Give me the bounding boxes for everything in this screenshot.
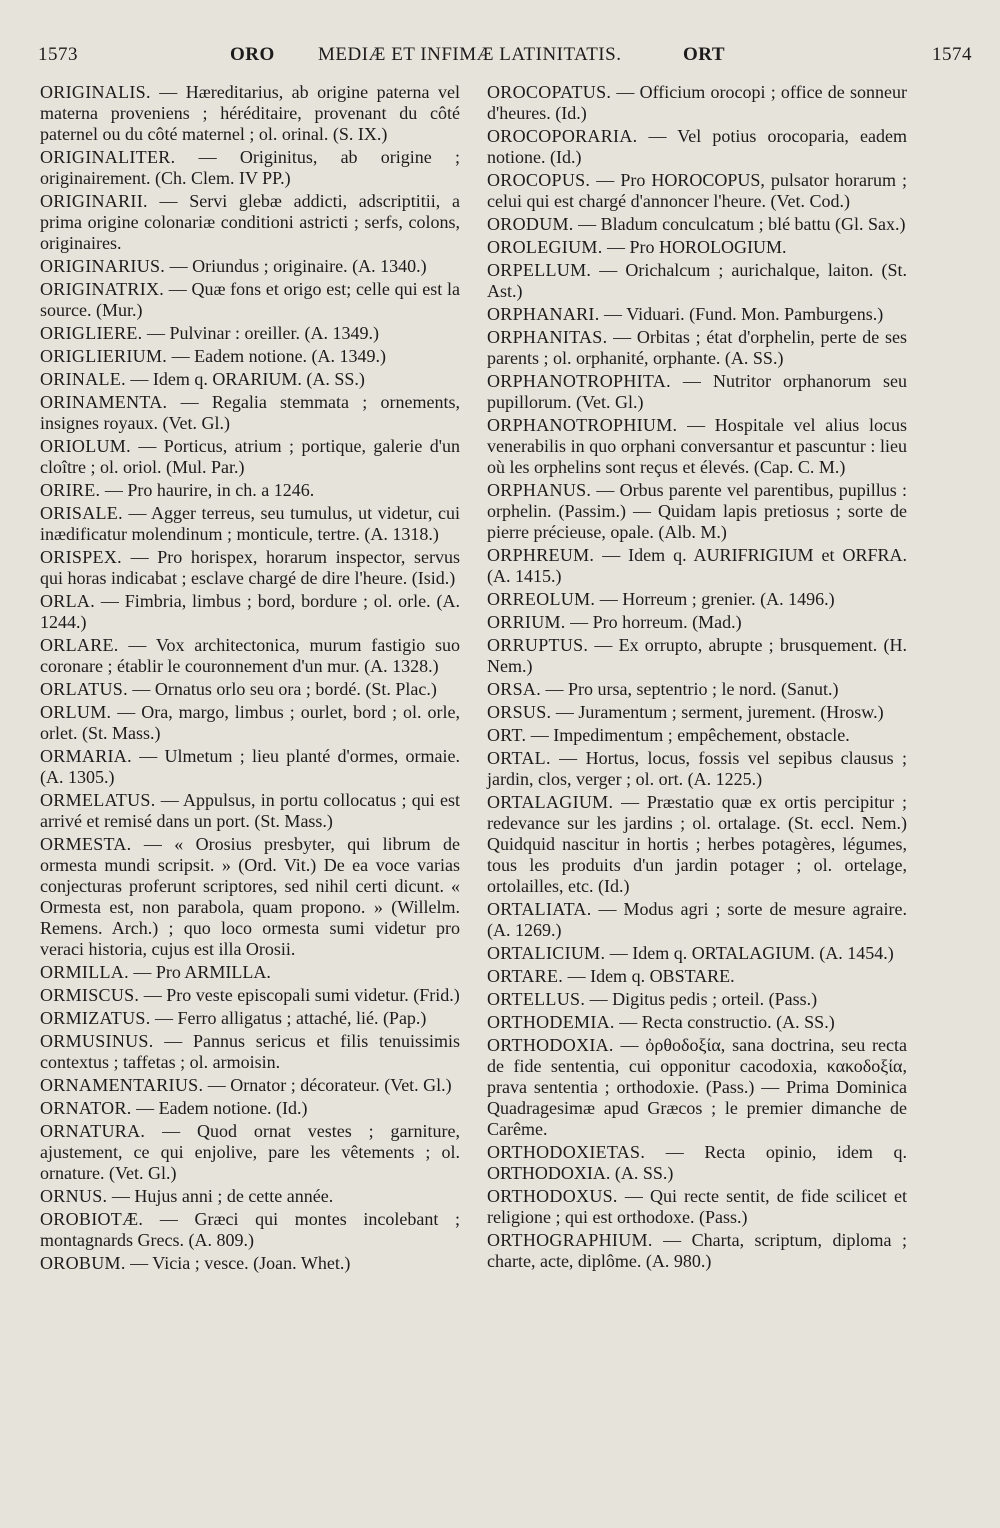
entry-definition: — Charta, scriptum, diploma ; charte, acte, diplôme. (A. 980.) bbox=[487, 1230, 907, 1271]
dictionary-entry bbox=[40, 82, 460, 145]
entry-definition: — Pannus sericus et filis tenuissimis contextus ; taffetas ; ol. armoisin. bbox=[40, 1031, 460, 1072]
entry-definition: — Modus agri ; sorte de mesure agraire. (A. 1269.) bbox=[487, 899, 907, 940]
entry-definition: — Præstatio quæ ex ortis percipitur ; redevance sur les jardins ; ol. ortalage. (St. eccl. Nem.) Quidquid nascitur in hortis ; herbes potagères, légumes, tous les produits d'un jardin potager ; ol. ortelage, ortolailles, etc. (Id.) bbox=[487, 792, 907, 896]
entry-headword: OROCOPORARIA. bbox=[487, 126, 638, 146]
entry-definition: — Ex orrupto, abrupte ; brusquement. (H. Nem.) bbox=[487, 635, 907, 676]
right-column bbox=[487, 82, 907, 1274]
entry-definition: — Ferro alligatus ; attaché, lié. (Pap.) bbox=[150, 1008, 427, 1028]
entry-headword: ORMISCUS. bbox=[40, 985, 140, 1005]
entry-headword: ORLA. bbox=[40, 591, 95, 611]
dictionary-entry bbox=[40, 679, 460, 700]
entry-definition: — ὀρθοδοξία, sana doctrina, seu recta de fide sententia, cui opponitur cacodoxia, κακοδοξία, prava sententia ; orthodoxie. (Pass.) — Prima Dominica Quadragesimæ apud Græcos ; le premier dimanche de Carême. bbox=[487, 1035, 907, 1139]
entry-definition: — Eadem notione. (A. 1349.) bbox=[167, 346, 387, 366]
entry-headword: OROLEGIUM. bbox=[487, 237, 603, 257]
entry-definition: — Agger terreus, seu tumulus, ut videtur, cui inædificatur molendinum ; monticule, tertre. (A. 1318.) bbox=[40, 503, 460, 544]
entry-definition: — Pro ARMILLA. bbox=[128, 962, 271, 982]
dictionary-entry bbox=[487, 702, 907, 723]
entry-definition: — Ora, margo, limbus ; ourlet, bord ; ol. orle, orlet. (St. Mass.) bbox=[40, 702, 460, 743]
entry-definition: — Hæreditarius, ab origine paterna vel materna proveniens ; héréditaire, provenant du côté paternel ou du côté maternel ; ol. orinal. (S. IX.) bbox=[40, 82, 460, 144]
entry-definition: — Regalia stemmata ; ornements, insignes royaux. (Vet. Gl.) bbox=[40, 392, 460, 433]
entry-headword: ORNATOR. bbox=[40, 1098, 132, 1118]
entry-headword: ORIRE. bbox=[40, 480, 101, 500]
entry-headword: ORNAMENTARIUS. bbox=[40, 1075, 204, 1095]
entry-headword: ORPHANUS. bbox=[487, 480, 592, 500]
dictionary-entry bbox=[487, 966, 907, 987]
entry-definition: — Fimbria, limbus ; bord, bordure ; ol. orle. (A. 1244.) bbox=[40, 591, 460, 632]
entry-definition: — Hujus anni ; de cette année. bbox=[107, 1186, 334, 1206]
entry-definition: — Orbitas ; état d'orphelin, perte de ses parents ; ol. orphanité, orphante. (A. SS.) bbox=[487, 327, 907, 368]
dictionary-entry bbox=[40, 834, 460, 960]
entry-definition: — Pro horreum. (Mad.) bbox=[565, 612, 742, 632]
entry-definition: — Bladum conculcatum ; blé battu (Gl. Sax.) bbox=[573, 214, 906, 234]
entry-headword: ORNATURA. bbox=[40, 1121, 146, 1141]
entry-definition: — Idem q. ORARIUM. (A. SS.) bbox=[125, 369, 365, 389]
dictionary-entry bbox=[487, 748, 907, 790]
entry-headword: ORIGLIERE. bbox=[40, 323, 143, 343]
dictionary-entry bbox=[487, 1230, 907, 1272]
entry-definition: — Idem q. AURIFRIGIUM et ORFRA. (A. 1415.) bbox=[487, 545, 907, 586]
entry-headword: ORIGLIERIUM. bbox=[40, 346, 168, 366]
entry-definition: — Ornatus orlo seu ora ; bordé. (St. Plac.) bbox=[127, 679, 437, 699]
entry-headword: ORMIZATUS. bbox=[40, 1008, 151, 1028]
entry-headword: ORPHREUM. bbox=[487, 545, 595, 565]
entry-definition: — Impedimentum ; empêchement, obstacle. bbox=[526, 725, 850, 745]
entry-headword: ORRUPTUS. bbox=[487, 635, 589, 655]
entry-headword: ORIOLUM. bbox=[40, 436, 131, 456]
entry-definition: — Idem q. OBSTARE. bbox=[563, 966, 735, 986]
dictionary-entry bbox=[487, 170, 907, 212]
entry-headword: ORPHANOTROPHIUM. bbox=[487, 415, 678, 435]
entry-headword: ORREOLUM. bbox=[487, 589, 596, 609]
dictionary-entry bbox=[487, 327, 907, 369]
entry-headword: ORINAMENTA. bbox=[40, 392, 168, 412]
entry-definition: — Vox architectonica, murum fastigio suo coronare ; établir le couronnement d'un mur. (A. 1328.) bbox=[40, 635, 460, 676]
entry-headword: ORISALE. bbox=[40, 503, 123, 523]
entry-headword: ORIGINALIS. bbox=[40, 82, 151, 102]
dictionary-entry bbox=[40, 346, 460, 367]
entry-definition: — Pro horispex, horarum inspector, servus qui horas indicabat ; esclave chargé de dire l'heure. (Isid.) bbox=[40, 547, 460, 588]
dictionary-entry bbox=[487, 899, 907, 941]
dictionary-entry bbox=[40, 369, 460, 390]
page-number-left: 1573 bbox=[38, 44, 78, 65]
entry-headword: ORINALE. bbox=[40, 369, 126, 389]
entry-definition: — Horreum ; grenier. (A. 1496.) bbox=[595, 589, 835, 609]
entry-definition: — Vicia ; vesce. (Joan. Whet.) bbox=[125, 1253, 351, 1273]
dictionary-entry bbox=[40, 256, 460, 277]
entry-headword: OROCOPATUS. bbox=[487, 82, 612, 102]
entry-headword: ORRIUM. bbox=[487, 612, 566, 632]
entry-headword: ORMESTA. bbox=[40, 834, 132, 854]
dictionary-entry bbox=[40, 1186, 460, 1207]
dictionary-entry bbox=[40, 503, 460, 545]
dictionary-entry bbox=[487, 943, 907, 964]
dictionary-entry bbox=[40, 1031, 460, 1073]
dictionary-entry bbox=[487, 1186, 907, 1228]
entry-headword: ORLARE. bbox=[40, 635, 119, 655]
entry-headword: ORMARIA. bbox=[40, 746, 132, 766]
header-range-end: ORT bbox=[683, 44, 726, 65]
entry-headword: ORPHANITAS. bbox=[487, 327, 608, 347]
entry-headword: ORISPEX. bbox=[40, 547, 122, 567]
entry-definition: — Appulsus, in portu collocatus ; qui est arrivé et remisé dans un port. (St. Mass.) bbox=[40, 790, 460, 831]
page-number-right: 1574 bbox=[932, 44, 972, 65]
entry-headword: ORTHODOXIA. bbox=[487, 1035, 614, 1055]
entry-headword: ORTARE. bbox=[487, 966, 564, 986]
entry-definition: — Quæ fons et origo est; celle qui est la source. (Mur.) bbox=[40, 279, 460, 320]
entry-headword: ORSA. bbox=[487, 679, 542, 699]
entry-headword: ORSUS. bbox=[487, 702, 552, 722]
entry-definition: — Pro ursa, septentrio ; le nord. (Sanut.) bbox=[541, 679, 839, 699]
entry-headword: ORMUSINUS. bbox=[40, 1031, 154, 1051]
dictionary-entry bbox=[487, 237, 907, 258]
dictionary-entry bbox=[487, 82, 907, 124]
entry-definition: — Quod ornat vestes ; garniture, ajustement, ce qui enjolive, pare les vêtements ; ol. ornature. (Vet. Gl.) bbox=[40, 1121, 460, 1183]
entry-definition: — Recta opinio, idem q. ORTHODOXIA. (A. SS.) bbox=[487, 1142, 907, 1183]
dictionary-entry bbox=[40, 1008, 460, 1029]
dictionary-entry bbox=[487, 1035, 907, 1140]
dictionary-entry bbox=[487, 1142, 907, 1184]
dictionary-entry bbox=[487, 635, 907, 677]
entry-headword: ORIGINATRIX. bbox=[40, 279, 165, 299]
entry-headword: OROCOPUS. bbox=[487, 170, 591, 190]
entry-definition: — Qui recte sentit, de fide scilicet et religione ; qui est orthodoxe. (Pass.) bbox=[487, 1186, 907, 1227]
dictionary-entry bbox=[487, 545, 907, 587]
entry-headword: OROBIOTÆ. bbox=[40, 1209, 144, 1229]
entry-definition: — Juramentum ; serment, jurement. (Hrosw.) bbox=[551, 702, 884, 722]
entry-definition: — Digitus pedis ; orteil. (Pass.) bbox=[585, 989, 818, 1009]
entry-definition: — Nutritor orphanorum seu pupillorum. (Vet. Gl.) bbox=[487, 371, 907, 412]
entry-definition: — « Orosius presbyter, qui librum de ormesta mundi scripsit. » (Ord. Vit.) De ea voce varias conjecturas proferunt scriptores, sed nihil certi dicunt. « Ormesta est, non parabola, quam propono. » (Willelm. Remens. Arch.) ; quo loco ormesta sumi videtur pro veraci historia, cujus est illa Orosii. bbox=[40, 834, 460, 959]
entry-definition: — Oriundus ; originaire. (A. 1340.) bbox=[165, 256, 427, 276]
header-range-start: ORO bbox=[230, 44, 275, 65]
entry-definition: — Hortus, locus, fossis vel sepibus clausus ; jardin, clos, verger ; ol. ort. (A. 1225.) bbox=[487, 748, 907, 789]
entry-headword: ORPELLUM. bbox=[487, 260, 592, 280]
entry-headword: ORMELATUS. bbox=[40, 790, 156, 810]
dictionary-entry bbox=[487, 480, 907, 543]
dictionary-entry bbox=[487, 260, 907, 302]
header-title: MEDIÆ ET INFIMÆ LATINITATIS. bbox=[318, 44, 622, 65]
dictionary-entry bbox=[487, 589, 907, 610]
entry-headword: ORIGINARIUS. bbox=[40, 256, 166, 276]
dictionary-entry bbox=[487, 989, 907, 1010]
entry-headword: ORMILLA. bbox=[40, 962, 129, 982]
entry-definition: — Ornator ; décorateur. (Vet. Gl.) bbox=[203, 1075, 452, 1095]
dictionary-entry bbox=[40, 436, 460, 478]
dictionary-entry bbox=[40, 1098, 460, 1119]
entry-headword: ORNUS. bbox=[40, 1186, 108, 1206]
entry-headword: ORLUM. bbox=[40, 702, 112, 722]
entry-headword: ORTHODOXUS. bbox=[487, 1186, 618, 1206]
dictionary-entry bbox=[40, 1253, 460, 1274]
entry-definition: — Vel potius orocoparia, eadem notione. (Id.) bbox=[487, 126, 907, 167]
entry-definition: — Pulvinar : oreiller. (A. 1349.) bbox=[142, 323, 379, 343]
dictionary-entry bbox=[487, 792, 907, 897]
entry-definition: — Porticus, atrium ; portique, galerie d'un cloître ; ol. oriol. (Mul. Par.) bbox=[40, 436, 460, 477]
entry-definition: — Orbus parente vel parentibus, pupillus : orphelin. (Passim.) — Quidam lapis pretiosus ; sorte de pierre précieuse, opale. (Alb. M.) bbox=[487, 480, 907, 542]
entry-definition: — Pro HOROCOPUS, pulsator horarum ; celui qui est chargé d'annoncer l'heure. (Vet. Cod.) bbox=[487, 170, 907, 211]
entry-headword: ORTHOGRAPHIUM. bbox=[487, 1230, 653, 1250]
dictionary-entry bbox=[487, 126, 907, 168]
dictionary-entry bbox=[40, 392, 460, 434]
dictionary-entry bbox=[40, 1075, 460, 1096]
dictionary-entry bbox=[40, 1121, 460, 1184]
entry-definition: — Recta constructio. (A. SS.) bbox=[614, 1012, 835, 1032]
entry-headword: ORTHODOXIETAS. bbox=[487, 1142, 646, 1162]
dictionary-entry bbox=[40, 191, 460, 254]
entry-definition: — Servi glebæ addicti, adscriptitii, a prima origine colonariæ conditioni astricti ; serfs, colons, originaires. bbox=[40, 191, 460, 253]
dictionary-entry bbox=[487, 371, 907, 413]
dictionary-entry bbox=[40, 702, 460, 744]
dictionary-entry bbox=[40, 591, 460, 633]
entry-definition: — Ulmetum ; lieu planté d'ormes, ormaie. (A. 1305.) bbox=[40, 746, 460, 787]
dictionary-entry bbox=[487, 725, 907, 746]
dictionary-entry bbox=[40, 147, 460, 189]
dictionary-entry bbox=[40, 962, 460, 983]
entry-definition: — Pro haurire, in ch. a 1246. bbox=[100, 480, 315, 500]
entry-headword: ORTALAGIUM. bbox=[487, 792, 614, 812]
entry-headword: ORODUM. bbox=[487, 214, 574, 234]
entry-headword: ORTALICIUM. bbox=[487, 943, 606, 963]
entry-headword: ORIGINALITER. bbox=[40, 147, 176, 167]
entry-definition: — Viduari. (Fund. Mon. Pamburgens.) bbox=[599, 304, 884, 324]
entry-definition: — Eadem notione. (Id.) bbox=[131, 1098, 308, 1118]
entry-definition: — Originitus, ab origine ; originairement. (Ch. Clem. IV PP.) bbox=[40, 147, 460, 188]
entry-headword: ORTHODEMIA. bbox=[487, 1012, 615, 1032]
dictionary-entry bbox=[487, 612, 907, 633]
dictionary-entry bbox=[487, 1012, 907, 1033]
dictionary-entry bbox=[40, 547, 460, 589]
entry-definition: — Pro HOROLOGIUM. bbox=[602, 237, 787, 257]
dictionary-entry bbox=[487, 415, 907, 478]
dictionary-entry bbox=[40, 323, 460, 344]
entry-headword: ORLATUS. bbox=[40, 679, 128, 699]
dictionary-entry bbox=[40, 746, 460, 788]
dictionary-entry bbox=[40, 985, 460, 1006]
dictionary-entry bbox=[40, 480, 460, 501]
dictionary-entry bbox=[487, 214, 907, 235]
entry-headword: ORTALIATA. bbox=[487, 899, 592, 919]
entry-definition: — Officium orocopi ; office de sonneur d'heures. (Id.) bbox=[487, 82, 907, 123]
left-column bbox=[40, 82, 460, 1276]
dictionary-entry bbox=[40, 1209, 460, 1251]
entry-definition: — Orichalcum ; aurichalque, laiton. (St. Ast.) bbox=[487, 260, 907, 301]
entry-headword: ORPHANARI. bbox=[487, 304, 600, 324]
dictionary-entry bbox=[487, 304, 907, 325]
entry-definition: — Hospitale vel alius locus venerabilis in quo orphani conversantur et pascuntur : lieu où les orphelins sont reçus et élevés. (Cap. C. M.) bbox=[487, 415, 907, 477]
entry-headword: ORT. bbox=[487, 725, 527, 745]
running-header bbox=[38, 38, 972, 78]
entry-headword: ORTELLUS. bbox=[487, 989, 586, 1009]
entry-definition: — Idem q. ORTALAGIUM. (A. 1454.) bbox=[605, 943, 894, 963]
dictionary-entry bbox=[487, 679, 907, 700]
entry-headword: OROBUM. bbox=[40, 1253, 126, 1273]
entry-definition: — Pro veste episcopali sumi videtur. (Frid.) bbox=[139, 985, 460, 1005]
entry-headword: ORIGINARII. bbox=[40, 191, 148, 211]
dictionary-entry bbox=[40, 790, 460, 832]
dictionary-entry bbox=[40, 635, 460, 677]
entry-headword: ORPHANOTROPHITA. bbox=[487, 371, 671, 391]
entry-definition: — Græci qui montes incolebant ; montagnards Grecs. (A. 809.) bbox=[40, 1209, 460, 1250]
entry-headword: ORTAL. bbox=[487, 748, 551, 768]
dictionary-entry bbox=[40, 279, 460, 321]
